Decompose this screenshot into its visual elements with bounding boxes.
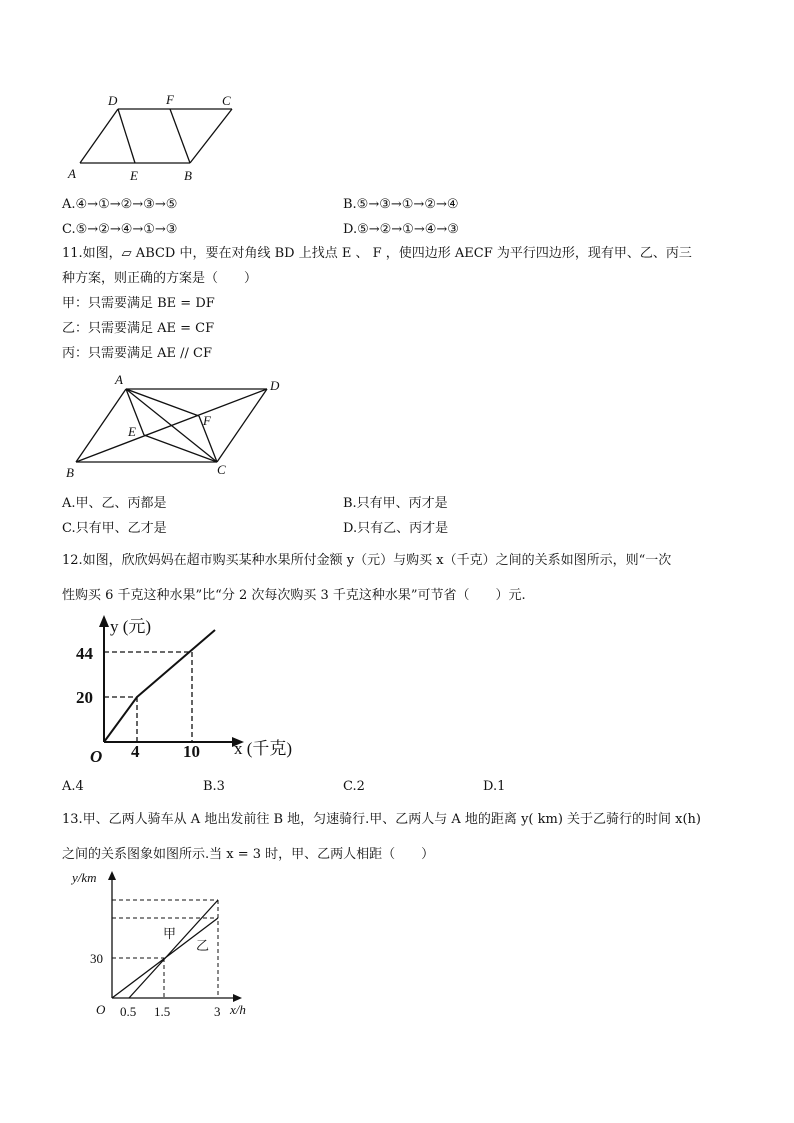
q12-x-axis-label: x (千克) (234, 739, 293, 758)
q11-label-E: E (128, 424, 136, 439)
q11-plan-bing: 丙：只需要满足 AE // CF (62, 346, 213, 361)
label-B: B (184, 168, 192, 183)
q11-label-F: F (203, 413, 211, 428)
q11-text-line2: 种方案，则正确的方案是（ ） (62, 271, 258, 286)
label-C: C (222, 93, 231, 108)
q11-label-D: D (270, 378, 280, 393)
q12-text-line1: 12.如图，欣欣妈妈在超市购买某种水果所付金额 y（元）与购买 x（千克）之间的关系如图所示，则“一次 (62, 553, 672, 568)
q12-y-tick-20: 20 (76, 688, 93, 707)
q10-option-b: B.⑤→③→①→②→④ (343, 197, 459, 212)
q13-y-axis-label: y/km (72, 870, 97, 885)
q12-option-d: D.1 (483, 779, 506, 794)
q12-option-b: B.3 (203, 779, 225, 794)
q13-x-tick-0-5: 0.5 (120, 1004, 137, 1019)
q13-series-label-yi: 乙 (196, 938, 210, 953)
q13-y-axis-arrow (108, 871, 116, 880)
q11-option-d: D.只有乙、丙才是 (343, 521, 449, 536)
q11-parallelogram-figure (62, 372, 292, 482)
q11-option-c: C.只有甲、乙才是 (62, 521, 167, 536)
q12-price-graph (72, 612, 302, 770)
q12-text-line2: 性购买 6 千克这种水果”比“分 2 次每次购买 3 千克这种水果”可节省（ ）元. (62, 588, 526, 603)
q12-y-axis-label: y (元) (110, 617, 152, 636)
q13-series-label-jia: 甲 (163, 926, 177, 941)
q11-option-a: A.甲、乙、丙都是 (62, 496, 167, 511)
q13-x-tick-3: 3 (214, 1004, 221, 1019)
q12-option-c: C.2 (343, 779, 365, 794)
q12-y-tick-44: 44 (76, 644, 93, 663)
label-E: E (130, 168, 138, 183)
q13-text-line2: 之间的关系图象如图所示.当 x = 3 时，甲、乙两人相距（ ） (62, 847, 435, 862)
q11-option-b: B.只有甲、丙才是 (343, 496, 448, 511)
q13-x-tick-1-5: 1.5 (154, 1004, 171, 1019)
q11-label-C: C (217, 462, 226, 477)
q11-label-A: A (115, 372, 123, 387)
q13-y-tick-30: 30 (90, 951, 103, 966)
q11-label-B: B (66, 465, 74, 480)
q10-option-d: D.⑤→②→①→④→③ (343, 222, 459, 237)
q11-plan-jia: 甲：只需要满足 BE = DF (62, 296, 215, 311)
q12-x-tick-4: 4 (131, 742, 140, 761)
q11-text-line1: 11.如图，▱ ABCD 中，要在对角线 BD 上找点 E 、 F ，使四边形 AECF 为平行四边形，现有甲、乙、丙三 (62, 246, 692, 261)
label-D: D (108, 93, 118, 108)
q13-text-line1: 13.甲、乙两人骑车从 A 地出发前往 B 地，匀速骑行.甲、乙两人与 A 地的距离 y( km) 关于乙骑行的时间 x(h) (62, 812, 702, 827)
q12-origin-label: O (90, 747, 103, 766)
q10-option-a: A.④→①→②→③→⑤ (62, 197, 178, 212)
q12-y-axis-arrow (99, 615, 109, 627)
q13-distance-graph (62, 866, 262, 1024)
q10-option-c: C.⑤→②→④→①→③ (62, 222, 178, 237)
q12-x-tick-10: 10 (183, 742, 200, 761)
label-A: A (68, 166, 76, 181)
q13-origin-label: O (96, 1002, 106, 1017)
q13-x-axis-label: x/h (230, 1002, 246, 1017)
label-F: F (166, 92, 174, 107)
q13-x-axis-arrow (233, 994, 242, 1002)
q11-plan-yi: 乙：只需要满足 AE = CF (62, 321, 215, 336)
parallelogram-figure-top (62, 90, 252, 185)
q12-option-a: A.4 (62, 779, 84, 794)
